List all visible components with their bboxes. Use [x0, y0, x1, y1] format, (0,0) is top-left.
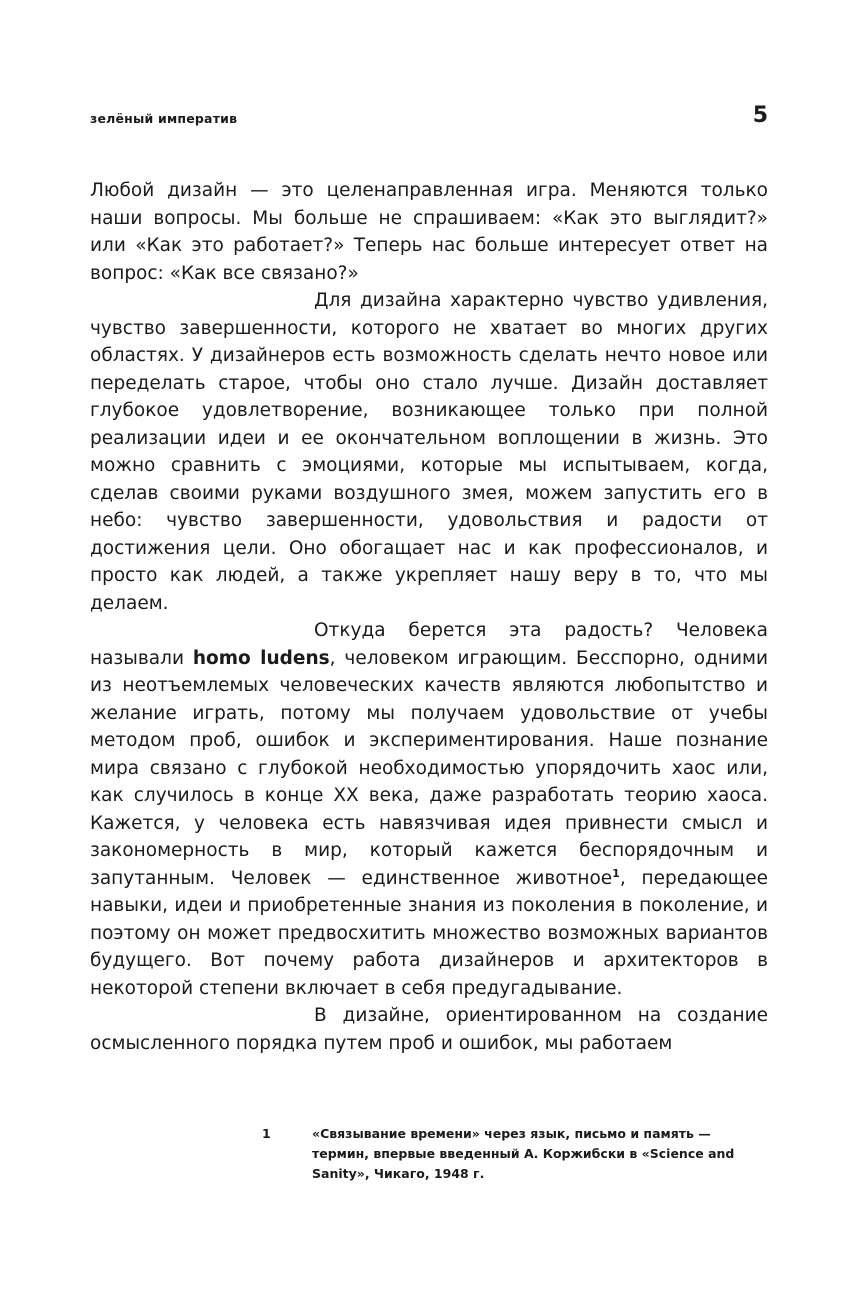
paragraph-3-part-1: Откуда берется эта радость? Человека называли [90, 620, 768, 669]
paragraph-2: Для дизайна характерно чувство удивления, чувство завершенности, которого не хватает во многих других областях. У дизайнеров есть возможность сделать нечто новое или переделать старое, чтобы оно стало лучше. Дизайн доставляет глубокое удовлетворение, возникающее только при полной реализации идеи и ее окончательном воплощении в жизнь. Это можно сравнить с эмоциями, которые мы испытываем, когда, сделав своими руками воздушного змея, можем запустить его в небо: чувство завершенности, удовольствия и радости от достижения цели. Оно обогащает нас и как профессионалов, и просто как людей, а также укрепляет нашу веру в то, что мы делаем. [90, 290, 768, 614]
footnote-reference[interactable]: 1 [612, 866, 620, 880]
body-text [90, 177, 768, 1057]
paragraph-4: В дизайне, ориентированном на создание осмысленного порядка путем проб и ошибок, мы работаем [90, 1005, 768, 1054]
footnote [262, 1124, 768, 1184]
footnote-number: 1 [262, 1126, 271, 1141]
paragraph-1: Любой дизайн — это целенаправленная игра. Меняются только наши вопросы. Мы больше не спрашиваем: «Как это выглядит?» или «Как это работает?» Теперь нас больше интересует ответ на вопрос: «Как все связано?» [90, 180, 768, 284]
page-number: 5 [752, 103, 768, 128]
paragraph-3-part-3: , передающее навыки, идеи и приобретенные знания из поколения в поколение, и поэтому он может предвосхитить множество возможных вариантов будущего. Вот почему работа дизайнеров и архитекторов в некоторой степени включает в себя предугадывание. [90, 867, 768, 999]
paragraph-3-part-2: , человеком играющим. Бесспорно, одними из неотъемлемых человеческих качеств являются любопытство и желание играть, потому мы получаем удовольствие от учебы методом проб, ошибок и экспериментирования. Наше познание мира связано с глубокой необходимостью упорядочить хаос или, как случилось в конце XX века, даже разработать теорию хаоса. Кажется, у человека есть навязчивая идея привнести смысл и закономерность в мир, который кажется беспорядочным и запутанным. Человек — единственное животное [90, 647, 768, 889]
paragraph-3 [90, 617, 768, 1002]
homo-ludens-term: homo ludens [192, 647, 330, 669]
running-title: зелёный императив [90, 111, 238, 126]
footnote-text: «Связывание времени» через язык, письмо и память — термин, впервые введенный А. Коржибски в «Science and Sanity», Чикаго, 1948 г. [312, 1126, 735, 1181]
